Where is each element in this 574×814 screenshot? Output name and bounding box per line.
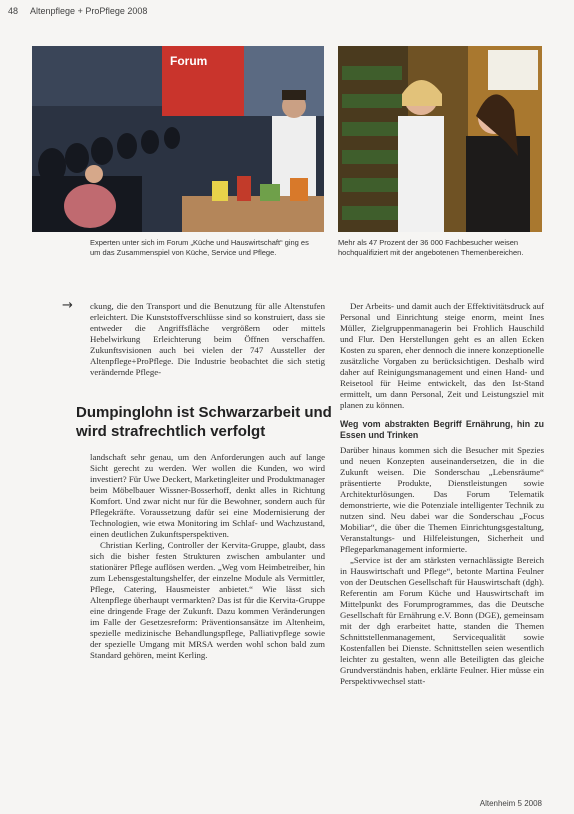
paragraph: Der Arbeits- und damit auch der Effektivitätsdruck auf Personal und Einrichtung steige enorm, meint Ines Müller, Zielgruppenmanagerin bei Frohlich Hauschild und Flur. Den Herstellungen geht es an allen Ecken Kosten zu sparen, eher dennoch die innere konzeptionelle zusätzliche Vorgaben zu berücksichtigen. Deshalb wird daher auf Reinigungsmanagement und einen Hand- und Reisetool für Heime entwickelt, das den Ist-Stand ermittelt, um dann Personal, Zeit und Leistungsziel mit planen zu können. [340,301,544,410]
continuation-arrow-icon: → [62,298,73,313]
article-headline: Dumpinglohn ist Schwarzarbeit und wird strafrechtlich verfolgt [76,404,332,440]
article-column-right [340,301,544,687]
paragraph: Christian Kerling, Controller der Kervita-Gruppe, glaubt, dass sich die bisher festen Strukturen zwischen ambulanter und stationärer Pflege auflösen werden. „Weg vom Heimbetreiber, hin zum Lebensgestaltungshelfer, der einzelne Module als Vermittler, Pflege, Catering, Hausmeister anbietet.“ Wie lässt sich Altenpflege überhaupt vermarkten? Das ist für die Kervita-Gruppe eine dringende Frage der Zukunft. Dazu kommen Veränderungen im Falle der Gesetzesreform: Präventionsansätze im Altenheim, spezielle medizinische Behandlungspflege, Palliativpflege sowie der spezielle Umgang mit MRSA werden wohl schon bald zum Standard gehören, meint Kerling. [90,540,325,660]
running-header [8,6,554,16]
forum-cooking-photo [32,46,324,232]
forum-sign-text: Forum [170,54,208,68]
left-photo-caption: Experten unter sich im Forum „Küche und Hauswirtschaft“ ging es um das Zusammenspiel von Küche, Service und Pflege. [90,238,309,257]
paragraph: landschaft sehr genau, um den Anforderungen auch auf lange Sicht gerecht zu werden. Wer wollen die Kunden, wo wird investiert? Für Uwe Deckert, Marketingleiter und Produktmanager beim Möbelbauer Wissner-Bosserhoff, denkt alles in Richtung Komfort. Und zwar nicht nur für die Bewohner, sondern auch für Pflegekräfte. Voraussetzung dafür sei eine Modernisierung der Technologien, wie etwa Monitoring im Schlaf- und Wachzustand, einen deutlichen Zukunftsperspektiven. [90,452,325,539]
paragraph: ckung, die den Transport und die Benutzung für alle Altenstufen erleichtert. Die Kunststoffverschlüsse sind so konstruiert, dass sie entweder die Angriffsfläche vergrößern oder mittels Hebelwirkung Erleichterung beim Öffnen verschaffen. Zukunftsvisionen auch bei vielen der 747 Aussteller der Altenpflege+ProPflege. Die Industrie beobachtet die sich stetig verändernde Pflege- [90,301,325,377]
paragraph: „Service ist der am stärksten vernachlässigte Bereich in Hauswirtschaft und Pflege“, betonte Martina Feulner von der Deutschen Gesellschaft für Hauswirtschaft (dgh). Referentin am Forum Küche und Hauswirtschaft im Mittelpunkt des Forumprogrammes, das die Deutsche Gesellschaft für Ernährung e.V. Bonn (DGE), gemeinsam mit der dgh erarbeitet hatte, standen die Themen Schnittstellenmanagement, Servicequalität sowie Kostenfallen bei Dienste. Schnittstellen seien wesentlich leichter zu gestalten, wenn alle Beteiligten das gleiche Grundverständnis haben, erklärte Feulner. Hier müsse ein Perspektivwechsel statt- [340,555,544,686]
article-column-left-top [90,301,325,378]
forum-photo-illustration [32,46,324,232]
paragraph: Darüber hinaus kommen sich die Besucher mit Spezies und neuen Konzepten auseinandersetzen, die in die Zukunft weisen. Die Sonderschau „Lebensräume“ präsentierte Produkte, Dienstleistungen sowie Architekturlösungen. Das Forum Telematik demonstrierte, wie die Potenziale intelligenter Technik zu nutzen sind. Neu dabei war die Sonderschau „Focus Mobiliar“, die über die Themen Einrichtungsgestaltung, Veranstaltungs- und Hilfeleistungen, Sicherheit und Pflegeparkmanagement informierte. [340,445,544,554]
page-footer: Altenheim 5 2008 [479,799,542,808]
page-number: 48 [8,6,19,16]
exhibition-stand-photo [338,46,542,232]
article-column-left-bottom [90,452,325,661]
running-title: Altenpflege + ProPflege 2008 [30,6,148,16]
right-photo-caption: Mehr als 47 Prozent der 36 000 Fachbesucher weisen hochqualifiziert mit der angebotenen Themenbereichen. [338,238,524,257]
stand-photo-illustration [338,46,542,232]
article-subheading: Weg vom abstrakten Begriff Ernährung, hin zu Essen und Trinken [340,419,544,440]
